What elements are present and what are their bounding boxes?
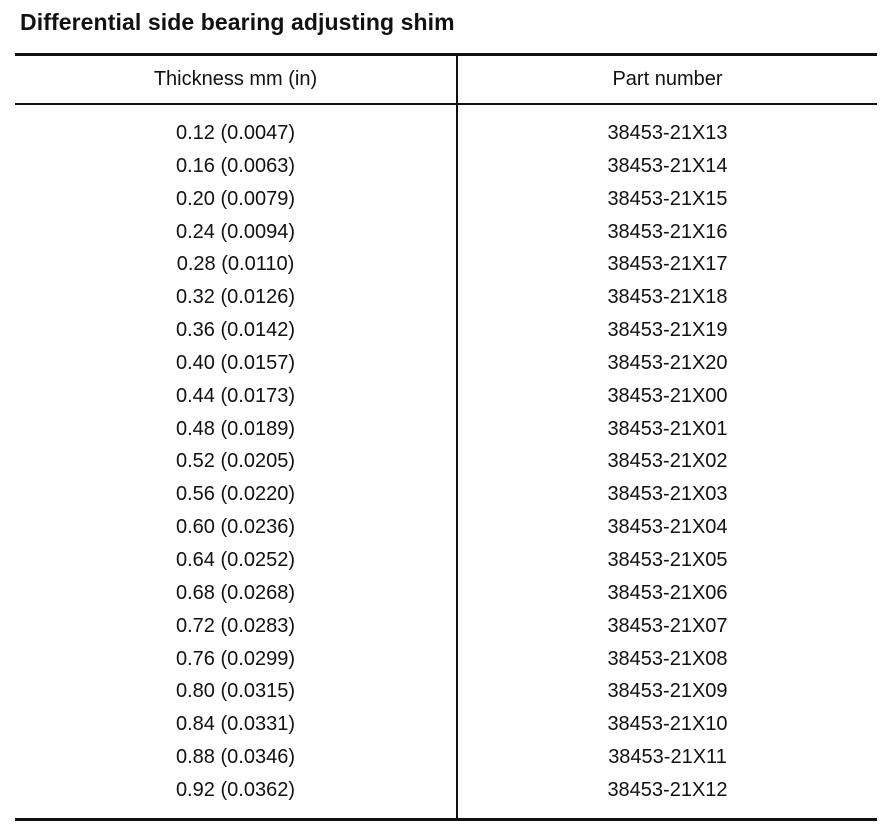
part-number-cell: 38453-21X10 [607, 713, 728, 736]
thickness-cell: 0.16 (0.0063) [176, 154, 295, 177]
page-title: Differential side bearing adjusting shim [20, 9, 455, 35]
part-number-cell: 38453-21X07 [607, 614, 728, 637]
table-row [15, 380, 877, 413]
thickness-cell: 0.64 (0.0252) [176, 548, 295, 571]
thickness-cell: 0.28 (0.0110) [176, 253, 295, 276]
table-row [15, 248, 877, 281]
part-number-cell: 38453-21X11 [608, 746, 727, 769]
table-body [15, 117, 877, 807]
part-number-cell: 38453-21X09 [607, 680, 728, 703]
header-thickness: Thickness mm (in) [153, 68, 318, 90]
table-row [15, 117, 877, 150]
table-row [15, 610, 877, 643]
header-part-number: Part number [612, 68, 723, 90]
part-number-cell: 38453-21X05 [607, 548, 728, 571]
part-number-cell: 38453-21X13 [607, 122, 728, 144]
part-number-cell: 38453-21X02 [607, 450, 728, 473]
thickness-cell: 0.40 (0.0157) [176, 351, 295, 374]
part-number-cell: 38453-21X18 [607, 286, 728, 309]
table-row [15, 708, 877, 741]
thickness-cell: 0.72 (0.0283) [176, 614, 295, 637]
table-row [15, 183, 877, 216]
thickness-cell: 0.12 (0.0047) [176, 122, 295, 144]
thickness-cell: 0.24 (0.0094) [176, 220, 295, 243]
thickness-cell: 0.92 (0.0362) [176, 778, 295, 801]
thickness-cell: 0.32 (0.0126) [176, 286, 295, 309]
table-row [15, 445, 877, 478]
part-number-cell: 38453-21X03 [607, 483, 728, 506]
table-row [15, 675, 877, 708]
thickness-cell: 0.52 (0.0205) [176, 450, 295, 473]
table-row [15, 347, 877, 380]
thickness-cell: 0.44 (0.0173) [176, 384, 295, 407]
table-row [15, 774, 877, 807]
thickness-cell: 0.84 (0.0331) [176, 713, 295, 736]
thickness-cell: 0.36 (0.0142) [176, 319, 295, 342]
table-row [15, 150, 877, 183]
table-row [15, 478, 877, 511]
part-number-cell: 38453-21X04 [607, 516, 728, 539]
part-number-cell: 38453-21X15 [607, 187, 728, 210]
table-row [15, 577, 877, 610]
thickness-cell: 0.76 (0.0299) [176, 647, 295, 670]
part-number-cell: 38453-21X16 [607, 220, 728, 243]
table-row [15, 413, 877, 446]
table-row [15, 544, 877, 577]
part-number-cell: 38453-21X00 [607, 384, 728, 407]
table-row [15, 643, 877, 676]
table-header-rule [15, 103, 877, 105]
thickness-cell: 0.88 (0.0346) [176, 746, 295, 769]
table-row [15, 216, 877, 249]
part-number-cell: 38453-21X20 [607, 351, 728, 374]
part-number-cell: 38453-21X19 [607, 319, 728, 342]
thickness-cell: 0.80 (0.0315) [176, 680, 295, 703]
thickness-cell: 0.48 (0.0189) [176, 417, 295, 440]
shim-table [15, 53, 877, 821]
table-bottom-rule [15, 818, 877, 821]
part-number-cell: 38453-21X14 [607, 154, 728, 177]
thickness-cell: 0.68 (0.0268) [176, 581, 295, 604]
table-row [15, 314, 877, 347]
table-row [15, 281, 877, 314]
table-row [15, 511, 877, 544]
thickness-cell: 0.20 (0.0079) [176, 187, 295, 210]
table-header [15, 56, 877, 103]
part-number-cell: 38453-21X06 [607, 581, 728, 604]
part-number-cell: 38453-21X12 [607, 778, 728, 801]
thickness-cell: 0.60 (0.0236) [176, 516, 295, 539]
part-number-cell: 38453-21X08 [607, 647, 728, 670]
part-number-cell: 38453-21X01 [607, 417, 728, 440]
thickness-cell: 0.56 (0.0220) [176, 483, 295, 506]
part-number-cell: 38453-21X17 [607, 253, 728, 276]
table-row [15, 741, 877, 774]
